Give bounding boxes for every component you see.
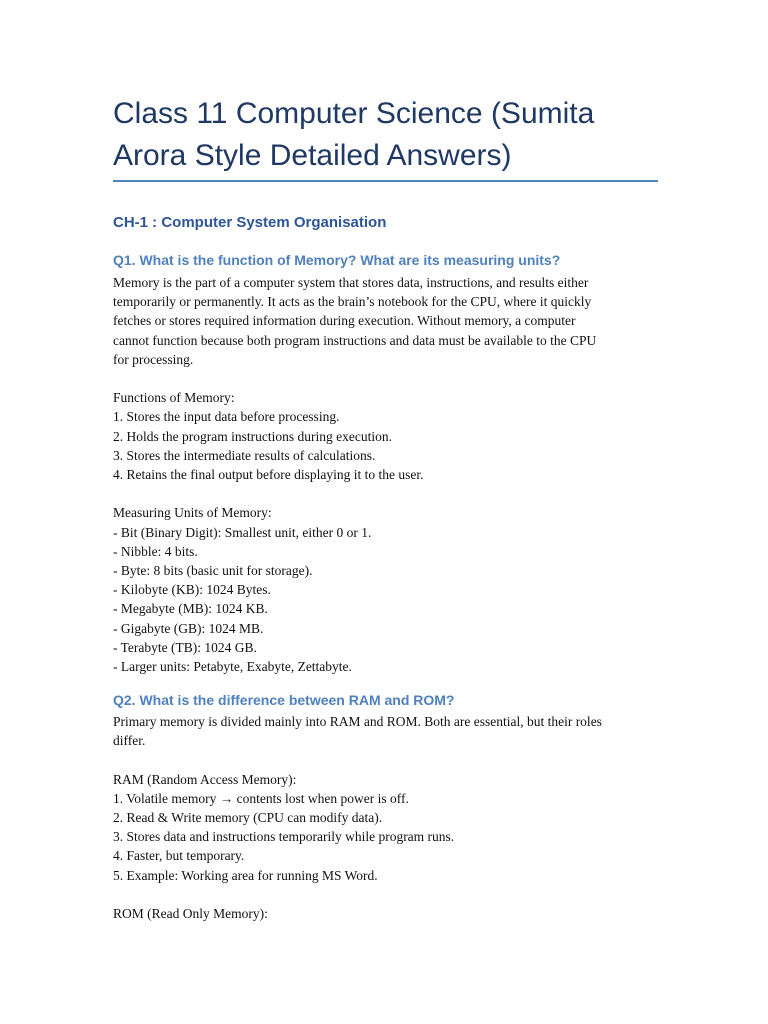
- list-item: - Terabyte (TB): 1024 GB.: [113, 639, 257, 655]
- question-1-answer: [113, 273, 658, 676]
- units-heading: Measuring Units of Memory:: [113, 505, 272, 521]
- list-item: - Megabyte (MB): 1024 KB.: [113, 601, 268, 617]
- functions-heading: Functions of Memory:: [113, 390, 235, 406]
- list-item: 1. Volatile memory → contents lost when power is off.: [113, 790, 409, 806]
- list-item: - Bit (Binary Digit): Smallest unit, either 0 or 1.: [113, 524, 372, 540]
- blank-line: [113, 885, 658, 904]
- paragraph-line: fetches or stores required information during execution. Without memory, a computer: [113, 313, 576, 329]
- list-item: - Kilobyte (KB): 1024 Bytes.: [113, 582, 271, 598]
- question-1-heading: Q1. What is the function of Memory? What are its measuring units?: [113, 252, 561, 268]
- chapter-heading: CH-1 : Computer System Organisation: [113, 214, 387, 231]
- document-title: Class 11 Computer Science (Sumita Arora Style Detailed Answers): [113, 97, 595, 172]
- title-underline: [113, 180, 658, 182]
- paragraph-line: for processing.: [113, 351, 194, 367]
- paragraph-line: Primary memory is divided mainly into RAM and ROM. Both are essential, but their roles: [113, 714, 602, 729]
- list-item: 4. Retains the final output before displaying it to the user.: [113, 467, 424, 483]
- list-item: - Gigabyte (GB): 1024 MB.: [113, 620, 264, 636]
- list-item: 2. Read & Write memory (CPU can modify data).: [113, 810, 383, 825]
- paragraph-line: Memory is the part of a computer system that stores data, instructions, and results either: [113, 275, 589, 290]
- question-2-heading: Q2. What is the difference between RAM and ROM?: [113, 692, 455, 708]
- list-item: 1. Stores the input data before processing.: [113, 409, 340, 425]
- blank-line: [113, 369, 658, 388]
- blank-line: [113, 484, 658, 503]
- paragraph-line: differ.: [113, 733, 146, 749]
- list-item: 3. Stores the intermediate results of calculations.: [113, 447, 376, 463]
- list-item: - Larger units: Petabyte, Exabyte, Zettabyte.: [113, 659, 352, 675]
- list-item: 4. Faster, but temporary.: [113, 848, 245, 864]
- ram-heading: RAM (Random Access Memory):: [113, 771, 297, 787]
- list-item: 2. Holds the program instructions during execution.: [113, 428, 392, 444]
- paragraph-line: cannot function because both program instructions and data must be available to the CPU: [113, 332, 597, 348]
- blank-line: [113, 750, 658, 769]
- rom-heading: ROM (Read Only Memory):: [113, 906, 268, 921]
- list-item: 3. Stores data and instructions temporarily while program runs.: [113, 829, 455, 845]
- question-2-answer: [113, 712, 658, 923]
- list-item: - Byte: 8 bits (basic unit for storage).: [113, 563, 313, 579]
- list-item: 5. Example: Working area for running MS Word.: [113, 867, 378, 883]
- list-item: - Nibble: 4 bits.: [113, 543, 198, 559]
- paragraph-line: temporarily or permanently. It acts as the brain’s notebook for the CPU, where it quickly: [113, 294, 592, 310]
